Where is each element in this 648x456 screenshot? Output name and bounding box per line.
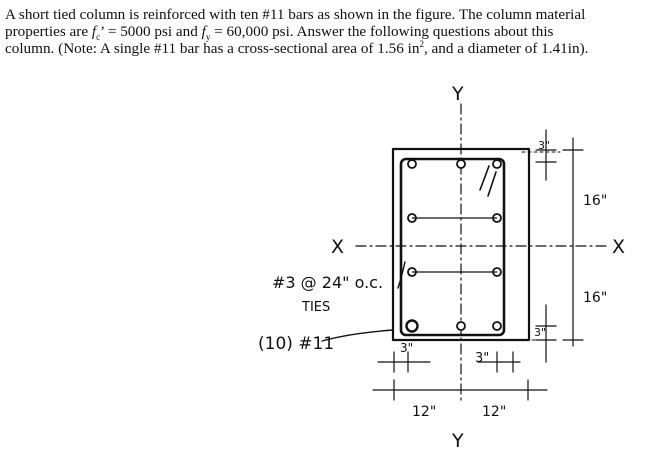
area-unit-superscript: 2	[419, 38, 424, 49]
height-upper-label: 16"	[583, 193, 608, 209]
problem-line-3-b: , and a diameter of 1.41in).	[423, 40, 589, 57]
width-right-label: 12"	[482, 404, 507, 420]
rebar-3	[493, 160, 501, 168]
fy-symbol: f	[201, 23, 206, 40]
height-lower-label: 16"	[583, 290, 608, 306]
tie-hook	[480, 166, 496, 196]
x-axis-left-label: X	[331, 236, 345, 258]
rebar-1	[408, 160, 416, 168]
rebar-8	[407, 321, 418, 332]
rebar-10	[493, 322, 501, 330]
rebar-2	[457, 160, 465, 168]
problem-line-2-c: = 60,000 psi. Answer the following questions about this	[210, 23, 554, 40]
width-left-label: 12"	[412, 404, 437, 420]
y-axis-top-label: Y	[452, 83, 464, 105]
rebar-9	[457, 322, 465, 330]
tie-outline	[401, 159, 504, 335]
bars-label: (10) #11	[258, 334, 335, 354]
ties-label-line2: TIES	[302, 300, 331, 315]
cover-bottom-label: 3"	[534, 326, 547, 339]
problem-line-2-a: properties are	[5, 23, 92, 40]
fc-subscript: c	[96, 32, 101, 43]
y-axis-bottom-label: Y	[452, 430, 464, 452]
cover-left-label: 3"	[400, 341, 414, 355]
cover-top-label: 3"	[538, 139, 551, 152]
ties-label-line1: #3 @ 24" o.c.	[272, 273, 384, 292]
x-axis-right-label: X	[612, 236, 626, 258]
cover-right-label: 3"	[475, 351, 490, 366]
fc-symbol: f	[91, 23, 97, 40]
fy-subscript: y	[205, 32, 211, 43]
problem-line-1: A short tied column is reinforced with ten #11 bars as shown in the figure. The column material	[5, 6, 586, 23]
problem-line-2-b: ’ = 5000 psi and	[100, 23, 202, 40]
problem-line-3-a: column. (Note: A single #11 bar has a cross-sectional area of 1.56 in	[5, 40, 420, 57]
